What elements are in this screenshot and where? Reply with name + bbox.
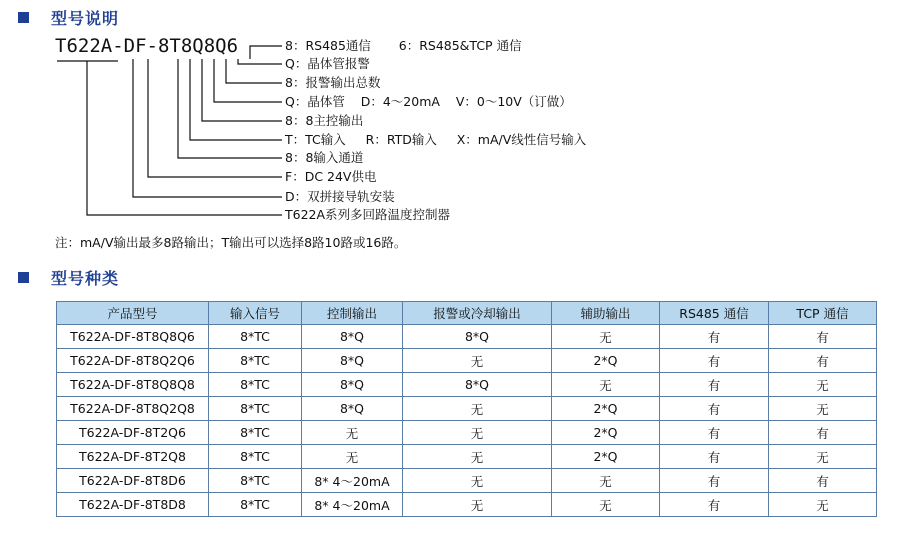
table-cell: 无 — [769, 445, 877, 469]
table-cell: 8*TC — [209, 397, 302, 421]
table-cell: 有 — [660, 349, 769, 373]
table-cell: 有 — [769, 325, 877, 349]
table-cell: 8*TC — [209, 445, 302, 469]
table-cell: 有 — [660, 469, 769, 493]
section-title: 型号种类 — [51, 268, 120, 288]
table-cell: 有 — [660, 373, 769, 397]
model-code: T622A-DF-8T8Q8Q6 — [55, 35, 239, 57]
table-cell: 有 — [769, 349, 877, 373]
table-cell: 无 — [552, 493, 660, 517]
header-aux-output: 辅助输出 — [552, 302, 660, 325]
note-text: 注：mA/V输出最多8路输出；T输出可以选择8路10路或16路。 — [55, 235, 407, 250]
table-cell: 8* 4～20mA — [302, 493, 403, 517]
table-cell: 有 — [769, 421, 877, 445]
table-row — [57, 493, 877, 517]
table-cell: 2*Q — [552, 445, 660, 469]
table-row — [57, 445, 877, 469]
table-row — [57, 469, 877, 493]
table-cell: 无 — [403, 421, 552, 445]
table-cell: 有 — [660, 493, 769, 517]
desc-line-output-type: Q：晶体管 D：4～20mA V：0～10V（订做） — [285, 94, 572, 109]
header-tcp: TCP 通信 — [769, 302, 877, 325]
model-types-table — [56, 301, 877, 517]
table-cell: T622A-DF-8T8Q2Q8 — [57, 397, 209, 421]
table-row — [57, 373, 877, 397]
table-cell: 2*Q — [552, 349, 660, 373]
table-cell: 无 — [403, 397, 552, 421]
table-cell: 无 — [302, 421, 403, 445]
table-cell: 8*TC — [209, 373, 302, 397]
table-cell: 无 — [769, 373, 877, 397]
table-header-row — [57, 302, 877, 325]
header-product-model: 产品型号 — [57, 302, 209, 325]
table-cell: 有 — [660, 397, 769, 421]
table-cell: 无 — [403, 493, 552, 517]
table-cell: T622A-DF-8T8D8 — [57, 493, 209, 517]
table-cell: T622A-DF-8T8Q2Q6 — [57, 349, 209, 373]
table-cell: 8*Q — [302, 373, 403, 397]
header-alarm-cooling-output: 报警或冷却输出 — [403, 302, 552, 325]
table-cell: T622A-DF-8T2Q6 — [57, 421, 209, 445]
desc-line-communication: 8：RS485通信 6：RS485&TCP 通信 — [285, 38, 522, 53]
header-input-signal: 输入信号 — [209, 302, 302, 325]
desc-line-series: T622A系列多回路温度控制器 — [285, 207, 451, 222]
desc-line-alarm-type: Q：晶体管报警 — [285, 56, 370, 71]
table-cell: 有 — [769, 469, 877, 493]
table-cell: 8*TC — [209, 493, 302, 517]
table-cell: T622A-DF-8T8Q8Q6 — [57, 325, 209, 349]
table-cell: 无 — [403, 445, 552, 469]
desc-line-input-channels: 8：8输入通道 — [285, 150, 364, 165]
table-cell: 8*Q — [302, 349, 403, 373]
table-cell: 8*Q — [403, 373, 552, 397]
desc-line-input-type: T：TC输入 R：RTD输入 X：mA/V线性信号输入 — [285, 132, 587, 147]
table-cell: 无 — [769, 493, 877, 517]
table-cell: 8*TC — [209, 349, 302, 373]
table-cell: 有 — [660, 445, 769, 469]
section-title: 型号说明 — [51, 8, 120, 28]
section-heading-model-types — [18, 266, 119, 288]
table-row — [57, 421, 877, 445]
table-cell: 有 — [660, 421, 769, 445]
table-cell: T622A-DF-8T8D6 — [57, 469, 209, 493]
table-row — [57, 325, 877, 349]
table-cell: 无 — [302, 445, 403, 469]
table-cell: T622A-DF-8T8Q8Q8 — [57, 373, 209, 397]
header-rs485: RS485 通信 — [660, 302, 769, 325]
desc-line-alarm-count: 8：报警输出总数 — [285, 75, 381, 90]
table-cell: 有 — [660, 325, 769, 349]
table-cell: 无 — [403, 469, 552, 493]
table-cell: 8*TC — [209, 421, 302, 445]
header-control-output: 控制输出 — [302, 302, 403, 325]
table-cell: 8*TC — [209, 469, 302, 493]
table-row — [57, 349, 877, 373]
table-cell: 无 — [552, 373, 660, 397]
square-bullet-icon — [18, 272, 29, 283]
table-cell: 8* 4～20mA — [302, 469, 403, 493]
desc-line-power: F：DC 24V供电 — [285, 169, 377, 184]
table-cell: 8*Q — [403, 325, 552, 349]
table-cell: 无 — [403, 349, 552, 373]
table-cell: 无 — [552, 325, 660, 349]
desc-line-main-output: 8：8主控输出 — [285, 113, 364, 128]
desc-line-mounting: D：双拼接导轨安装 — [285, 189, 395, 204]
table-cell: 无 — [769, 397, 877, 421]
table-cell: 8*Q — [302, 325, 403, 349]
table-cell: 8*TC — [209, 325, 302, 349]
table-cell: 2*Q — [552, 397, 660, 421]
table-cell: T622A-DF-8T2Q8 — [57, 445, 209, 469]
table-row — [57, 397, 877, 421]
table-cell: 8*Q — [302, 397, 403, 421]
table-cell: 2*Q — [552, 421, 660, 445]
table-cell: 无 — [552, 469, 660, 493]
